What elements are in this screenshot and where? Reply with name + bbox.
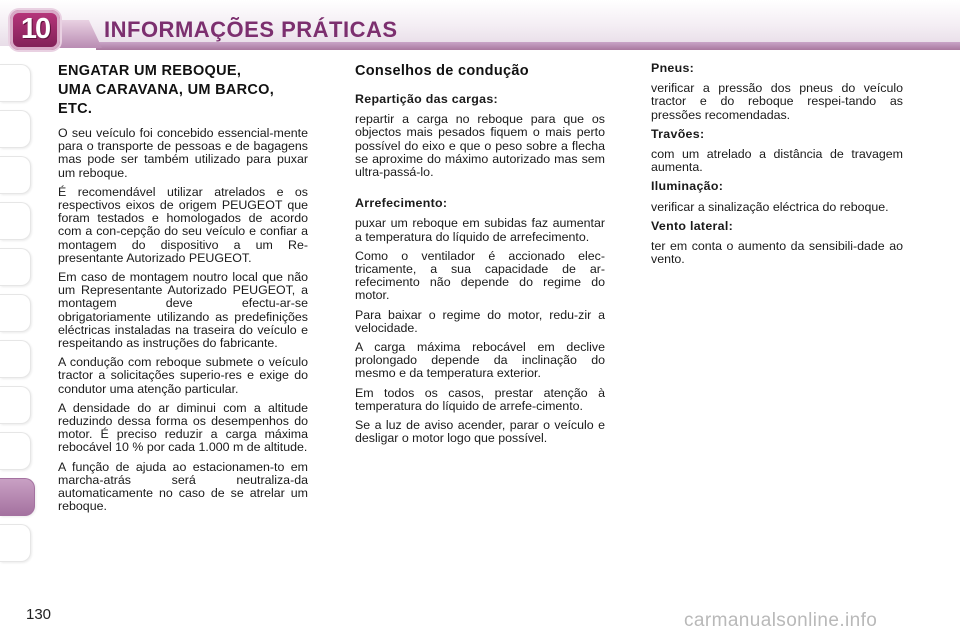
cooling-paragraph: A carga máxima rebocável em declive prolongado depende da inclinação do mesmo e da temperatura exterior. xyxy=(355,340,605,381)
towing-heading-line: UMA CARAVANA, UM BARCO, xyxy=(58,82,275,98)
chapter-tab-2[interactable] xyxy=(0,110,31,148)
page-number: 130 xyxy=(26,606,52,623)
cooling-paragraph: Em todos os casos, prestar atenção à temperatura do líquido de arrefe-cimento. xyxy=(355,385,605,413)
column-checks xyxy=(651,62,903,272)
watermark: carmanualsonline.info xyxy=(684,610,878,631)
header-rule xyxy=(96,42,960,50)
towing-paragraph: Em caso de montagem noutro local que não um Representante Autorizado PEUGEOT, a montagem deve efectu-ar-se obrigatoriamente utilizando as predefinições eléctricas instaladas na traseira do veículo e respeitando as instruções do fabricante. xyxy=(58,270,308,351)
chapter-tab-6[interactable] xyxy=(0,294,31,332)
chapter-tab-8[interactable] xyxy=(0,386,31,424)
lighting-title: Iluminação: xyxy=(651,179,724,194)
cooling-paragraph: Se a luz de aviso acender, parar o veículo e desligar o motor logo que possível. xyxy=(355,418,605,446)
chapter-number: 10 xyxy=(20,13,50,45)
page-title: INFORMAÇÕES PRÁTICAS xyxy=(104,17,398,42)
towing-paragraph: A função de ajuda ao estacionamen-to em marcha-atrás será neutraliza-da automaticamente no caso de se atrelar um reboque. xyxy=(58,459,308,514)
chapter-tab-1[interactable] xyxy=(0,64,31,102)
chapter-tab-4[interactable] xyxy=(0,202,31,240)
towing-paragraph: É recomendável utilizar atrelados e os respectivos eixos de origem PEUGEOT que foram testados e homologados de acordo com a con-cepção do seu veículo e confiar a montagem do dispositivo a um Re-presentante Autorizado PEUGEOT. xyxy=(58,184,308,265)
chapter-tab-7[interactable] xyxy=(0,340,31,378)
chapter-tab-11[interactable] xyxy=(0,524,31,562)
load-distribution-text: repartir a carga no reboque para que os objectos mais pesados fiquem o mais perto possível do eixo e que o peso sobre a flecha se aproxime do máximo autorizado mas sem ultra-passá-lo. xyxy=(355,112,605,180)
towing-heading xyxy=(58,62,308,119)
cooling-paragraph: puxar um reboque em subidas faz aumentar a temperatura do líquido de arrefecimento. xyxy=(355,216,605,244)
chapter-tab-10-active[interactable] xyxy=(0,478,35,516)
chapter-badge xyxy=(10,10,60,50)
tyres-title: Pneus: xyxy=(651,61,695,75)
chapter-tab-9[interactable] xyxy=(0,432,31,470)
towing-heading-line: ENGATAR UM REBOQUE, xyxy=(58,63,242,79)
column-towing-intro xyxy=(58,62,308,519)
cooling-paragraph: Para baixar o regime do motor, redu-zir a velocidade. xyxy=(355,307,605,335)
crosswind-text: ter em conta o aumento da sensibili-dade ao vento. xyxy=(651,239,903,267)
brakes-text: com um atrelado a distância de travagem aumenta. xyxy=(651,147,903,175)
chapter-tab-3[interactable] xyxy=(0,156,31,194)
chapter-tabs xyxy=(0,64,38,580)
towing-paragraph: A condução com reboque submete o veículo tractor a solicitações superio-res e exige do condutor uma atenção particular. xyxy=(58,355,308,396)
column-driving-advice xyxy=(355,62,605,451)
towing-paragraph: A densidade do ar diminui com a altitude reduzindo dessa forma os desempenhos do motor. É preciso reduzir a carga máxima rebocável 10 % por cada 1.000 m de altitude. xyxy=(58,400,308,455)
crosswind-title: Vento lateral: xyxy=(651,218,734,233)
tyres-text: verificar a pressão dos pneus do veículo tractor e do reboque respei-tando as pressões recomendadas. xyxy=(651,81,903,122)
cooling-paragraph: Como o ventilador é accionado elec-tricamente, a sua capacidade de ar-refecimento não depende do regime do motor. xyxy=(355,248,605,303)
towing-heading-line: ETC. xyxy=(58,101,93,117)
load-distribution-title: Repartição das cargas: xyxy=(355,92,498,106)
chapter-tab-5[interactable] xyxy=(0,248,31,286)
towing-paragraph: O seu veículo foi concebido essencial-mente para o transporte de pessoas e de bagagens mas pode ser também utilizado para puxar um reboque. xyxy=(58,126,308,180)
lighting-text: verificar a sinalização eléctrica do reboque. xyxy=(651,199,889,214)
driving-advice-heading: Conselhos de condução xyxy=(355,63,529,79)
cooling-title: Arrefecimento: xyxy=(355,196,448,211)
brakes-title: Travões: xyxy=(651,126,705,141)
